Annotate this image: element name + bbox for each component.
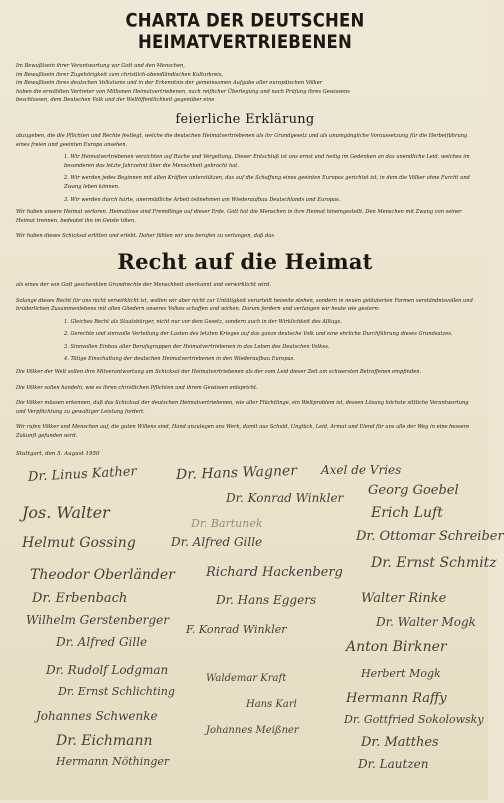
closing-paragraph: Wir rufen Völker und Menschen auf, die guten Willens sind, Hand anzulegen ans Werk, damit aus Schuld, Unglück, Leid, Armut und Elend für uns alle der Weg in eine bessere Zukunft gefunden wird. (16, 424, 470, 440)
signature: F. Konrad Winkler (186, 622, 287, 636)
signature: Richard Hackenberg (206, 564, 343, 580)
document-title: CHARTA DER DEUTSCHEN HEIMATVERTRIEBENEN (125, 9, 365, 53)
signature: Dr. Matthes (361, 734, 439, 750)
signature: Dr. Linus Kather (27, 463, 138, 485)
declaration-intro: abzugeben, die die Pflichten und Rechte festlegt, welche die deutschen Heimatvertriebenen als ihr Grundgesetz und als unumgängliche Voraussetzung für die Herbeiführung eines freien und geeinten Europa ansehen. (16, 132, 468, 148)
preamble-line: im Bewußtsein ihres deutschen Volkstums und in der Erkenntnis der gemeinsamen Aufgabe aller europäischen Völker (16, 80, 323, 87)
signature: Herbert Mogk (361, 666, 441, 680)
list-item: 2. Wir werden jedes Beginnen mit allen Kräften unterstützen, das auf die Schaffung eines geeinten Europas gerichtet ist, in dem die Völker ohne Furcht und Zwang leben können. (64, 175, 470, 190)
demands-list (16, 318, 474, 364)
list-item: 3. Wir werden durch harte, unermüdliche Arbeit teilnehmen am Wiederaufbau Deutschlands und Europas. (64, 196, 341, 203)
list-item: 1. Gleiches Recht als Staatsbürger, nicht nur vor dem Gesetz, sondern auch in der Wirklichkeit des Alltags. (64, 318, 342, 325)
homeland-paragraph: Wir haben unsere Heimat verloren. Heimatlose sind Fremdlinge auf dieser Erde. Gott hat die Menschen in ihre Heimat hineingestellt. Den Menschen mit Zwang von seiner Heimat trennen, bedeutet ihn im Geiste töten. (16, 209, 462, 224)
signature: Hermann Nöthinger (56, 754, 170, 768)
demand-paragraph: Solange dieses Recht für uns nicht verwirklicht ist, wollen wir aber nicht zur Untätigkeit verurteilt beiseite stehen, sondern in neuen geläuterten Formen verständnisvollen und brüderlichen Zusammenlebens mit allen Gliedern unseres Volkes schaffen und wirken. Darum fordern und verlangen wir heute wie gestern: (16, 297, 473, 313)
signature: Hans Karl (246, 698, 297, 710)
declaration-heading: feierliche Erklärung (175, 111, 315, 127)
preamble-line: beschlossen, dem Deutschen Volk und der Weltöffentlichkeit gegenüber eine (16, 97, 215, 104)
signature-block (16, 462, 504, 803)
signature: Dr. Rudolf Lodgman (46, 662, 169, 677)
signature: Waldemar Kraft (206, 672, 287, 684)
list-item: 1. Wir Heimatvertriebenen verzichten auf Rache und Vergeltung. Dieser Entschluß ist uns ernst und heilig im Gedenken an das unendliche Leid, welches im besonderen das letzte Jahrzehnt über die Menschheit gebracht hat. (64, 154, 470, 169)
list-item: 2. Gerechte und sinnvolle Verteilung der Lasten des letzten Krieges auf das ganze deutsche Volk und eine ehrliche Durchführung dieses Grundsatzes. (64, 331, 453, 338)
preamble-line: im Bewußtsein ihrer Zugehörigkeit zum christlich-abendländischen Kulturkreis, (16, 71, 224, 78)
signature: Dr. Walter Mogk (376, 614, 476, 629)
closing-paragraph: Die Völker sollen handeln, wie es ihren christlichen Pflichten und ihrem Gewissen entspricht. (16, 384, 258, 391)
signature: Dr. Bartunek (191, 516, 263, 530)
signature: Jos. Walter (22, 502, 110, 522)
signature: Wilhelm Gerstenberger (26, 612, 169, 627)
right-paragraph: als eines der von Gott geschenkten Grundrechte der Menschheit anerkannt und verwirklicht wird. (16, 281, 271, 288)
signature: Walter Rinke (361, 590, 447, 606)
signature: Dr. Alfred Gille (56, 634, 148, 649)
list-item: 3. Sinnvollen Einbau aller Berufsgruppen der Heimatvertriebenen in das Leben des Deutschen Volkes. (64, 343, 330, 350)
closing-paragraph: Die Völker müssen erkennen, daß das Schicksal der deutschen Heimatvertriebenen, wie aller Flüchtlinge, ein Weltproblem ist, dessen Lösung höchste sittliche Verantwortung und Verpflichtung zu gewaltiger Leistung fordert. (16, 400, 469, 415)
signature: Dr. Ottomar Schreiber (356, 528, 504, 544)
signature: Theodor Oberländer (30, 566, 175, 583)
signature: Axel de Vries (321, 462, 402, 477)
signature: Dr. Lautzen (358, 756, 429, 771)
signature: Dr. Gottfried Sokolowsky (344, 712, 484, 726)
list-item: 4. Tätige Einschaltung der deutschen Heimatvertriebenen in den Wiederaufbau Europas. (64, 356, 295, 363)
signature: Johannes Schwenke (36, 708, 158, 723)
signature: Hermann Raffy (346, 690, 447, 706)
signature: Dr. Alfred Gille (171, 534, 263, 549)
signature: Helmut Gossing (22, 534, 136, 551)
signature: Dr. Hans Wagner (175, 462, 298, 483)
preamble-line: Im Bewußtsein ihrer Verantwortung vor Gott und den Menschen, (16, 63, 185, 69)
signature: Anton Birkner (346, 638, 447, 655)
signature: Dr. Ernst Schmitz (371, 554, 497, 571)
date-line: Stuttgart, den 5. August 1950 (16, 450, 100, 457)
signature: Dr. Erbenbach (32, 590, 128, 606)
closing-paragraph: Die Völker der Welt sollen ihre Mitverantwortung am Schicksal der Heimatvertriebenen als der vom Leid dieser Zeit am schwersten Betroffenen empfinden. (16, 369, 422, 376)
renunciation-list (16, 153, 474, 204)
signature: Erich Luft (371, 504, 443, 521)
signature: Dr. Konrad Winkler (226, 490, 344, 505)
preamble (16, 62, 474, 105)
preamble-line: haben die erwählten Vertreter von Millionen Heimatvertriebenen, nach reiflicher Überlegung und nach Prüfung ihres Gewissens (16, 88, 350, 95)
signature: Dr. Eichmann (56, 732, 153, 749)
signature: Georg Goebel (368, 482, 459, 498)
signature: Johannes Meißner (206, 724, 299, 736)
signature: Dr. Hans Eggers (216, 592, 317, 607)
right-to-homeland-heading: Recht auf die Heimat (117, 248, 373, 274)
signature: Dr. Ernst Schlichting (58, 684, 175, 698)
fate-paragraph: Wir haben dieses Schicksal erlitten und erlebt. Daher fühlen wir uns berufen zu verlangen, daß das (16, 233, 274, 240)
